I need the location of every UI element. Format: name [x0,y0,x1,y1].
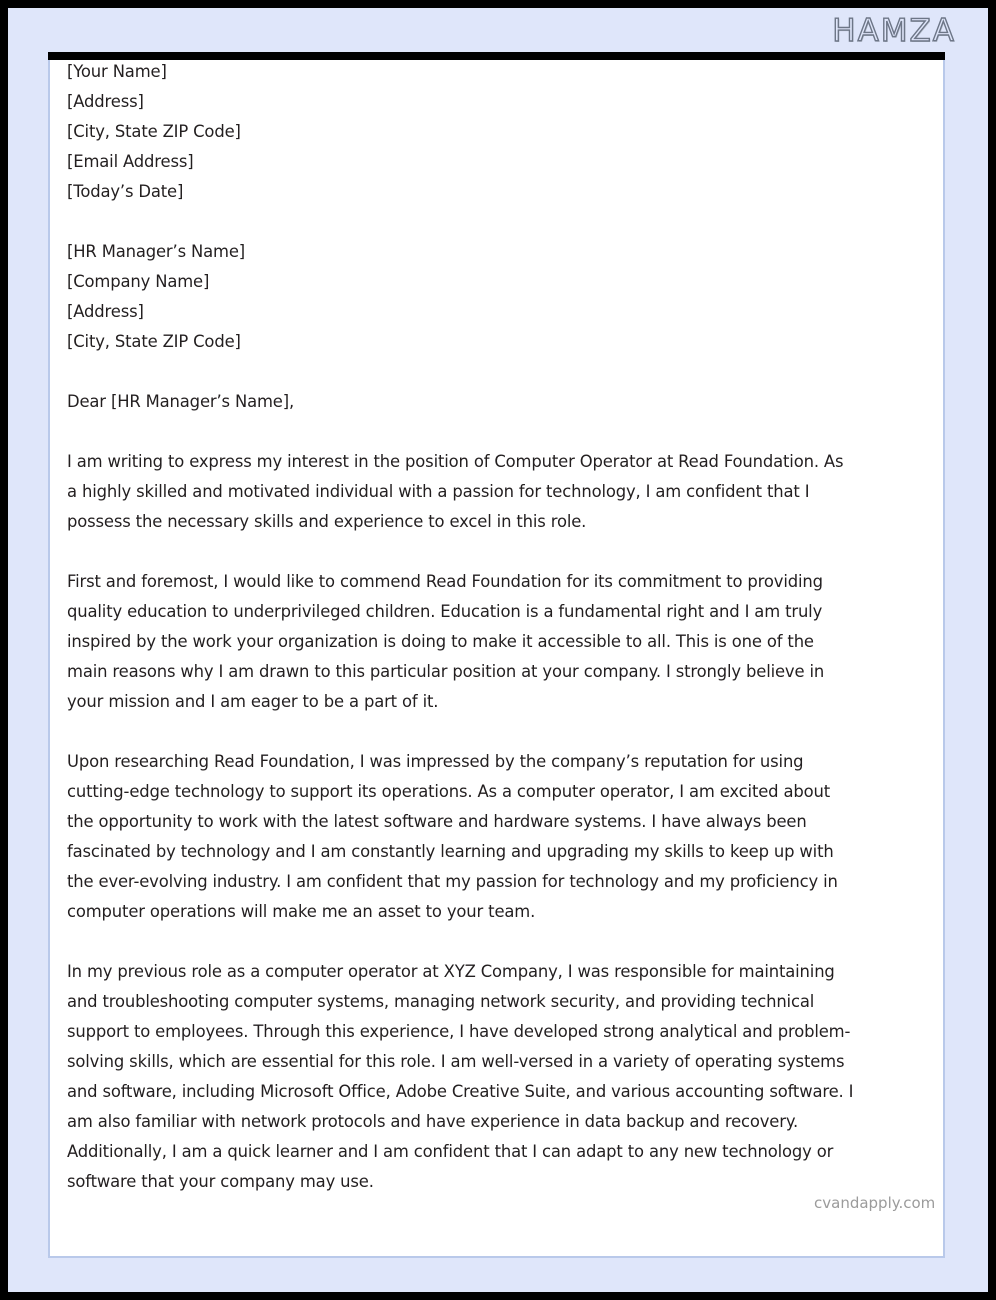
sender-line: [City, State ZIP Code] [67,122,241,141]
brand-wordmark: HAMZA [832,13,956,49]
sender-line: [Email Address] [67,152,194,171]
letter-body [67,57,857,1197]
recipient-line: [City, State ZIP Code] [67,332,241,351]
sender-line: [Address] [67,92,144,111]
body-paragraph: Upon researching Read Foundation, I was impressed by the company’s reputation for using cutting-edge technology to support its operations. As a computer operator, I am excited about the opportunity to work with the latest software and hardware systems. I have always been fascinated by technology and I am constantly learning and upgrading my skills to keep up with the ever-evolving industry. I am confident that my passion for technology and my proficiency in computer operations will make me an asset to your team. [67,752,838,921]
block-spacer [67,417,857,447]
body-paragraph: I am writing to express my interest in the position of Computer Operator at Read Foundation. As a highly skilled and motivated individual with a passion for technology, I am confident that I possess the necessary skills and experience to excel in this role. [67,452,844,531]
site-watermark: cvandapply.com [814,1194,936,1212]
body-paragraph: First and foremost, I would like to commend Read Foundation for its commitment to providing quality education to underprivileged children. Education is a fundamental right and I am truly inspired by the work your organization is doing to make it accessible to all. This is one of the main reasons why I am drawn to this particular position at your company. I strongly believe in your mission and I am eager to be a part of it. [67,572,825,711]
sender-line: [Your Name] [67,62,167,81]
block-spacer [67,927,857,957]
sender-line: [Today’s Date] [67,182,184,201]
sender-address-block [67,57,857,207]
letterhead-header [8,8,988,52]
page-background [8,8,988,1292]
body-paragraph: In my previous role as a computer operator at XYZ Company, I was responsible for maintaining and troubleshooting computer systems, managing network security, and providing technical support to employees. Through this experience, I have developed strong analytical and problem-solving skills, which are essential for this role. I am well-versed in a variety of operating systems and software, including Microsoft Office, Adobe Creative Suite, and various accounting software. I am also familiar with network protocols and have experience in data backup and recovery. Additionally, I am a quick learner and I am confident that I can adapt to any new technology or software that your company may use. [67,962,854,1191]
block-spacer [67,537,857,567]
recipient-line: [Company Name] [67,272,210,291]
recipient-line: [HR Manager’s Name] [67,242,246,261]
recipient-line: [Address] [67,302,144,321]
block-spacer [67,717,857,747]
block-spacer [67,357,857,387]
block-spacer [67,207,857,237]
salutation-line: Dear [HR Manager’s Name], [67,392,295,411]
recipient-address-block [67,237,857,357]
